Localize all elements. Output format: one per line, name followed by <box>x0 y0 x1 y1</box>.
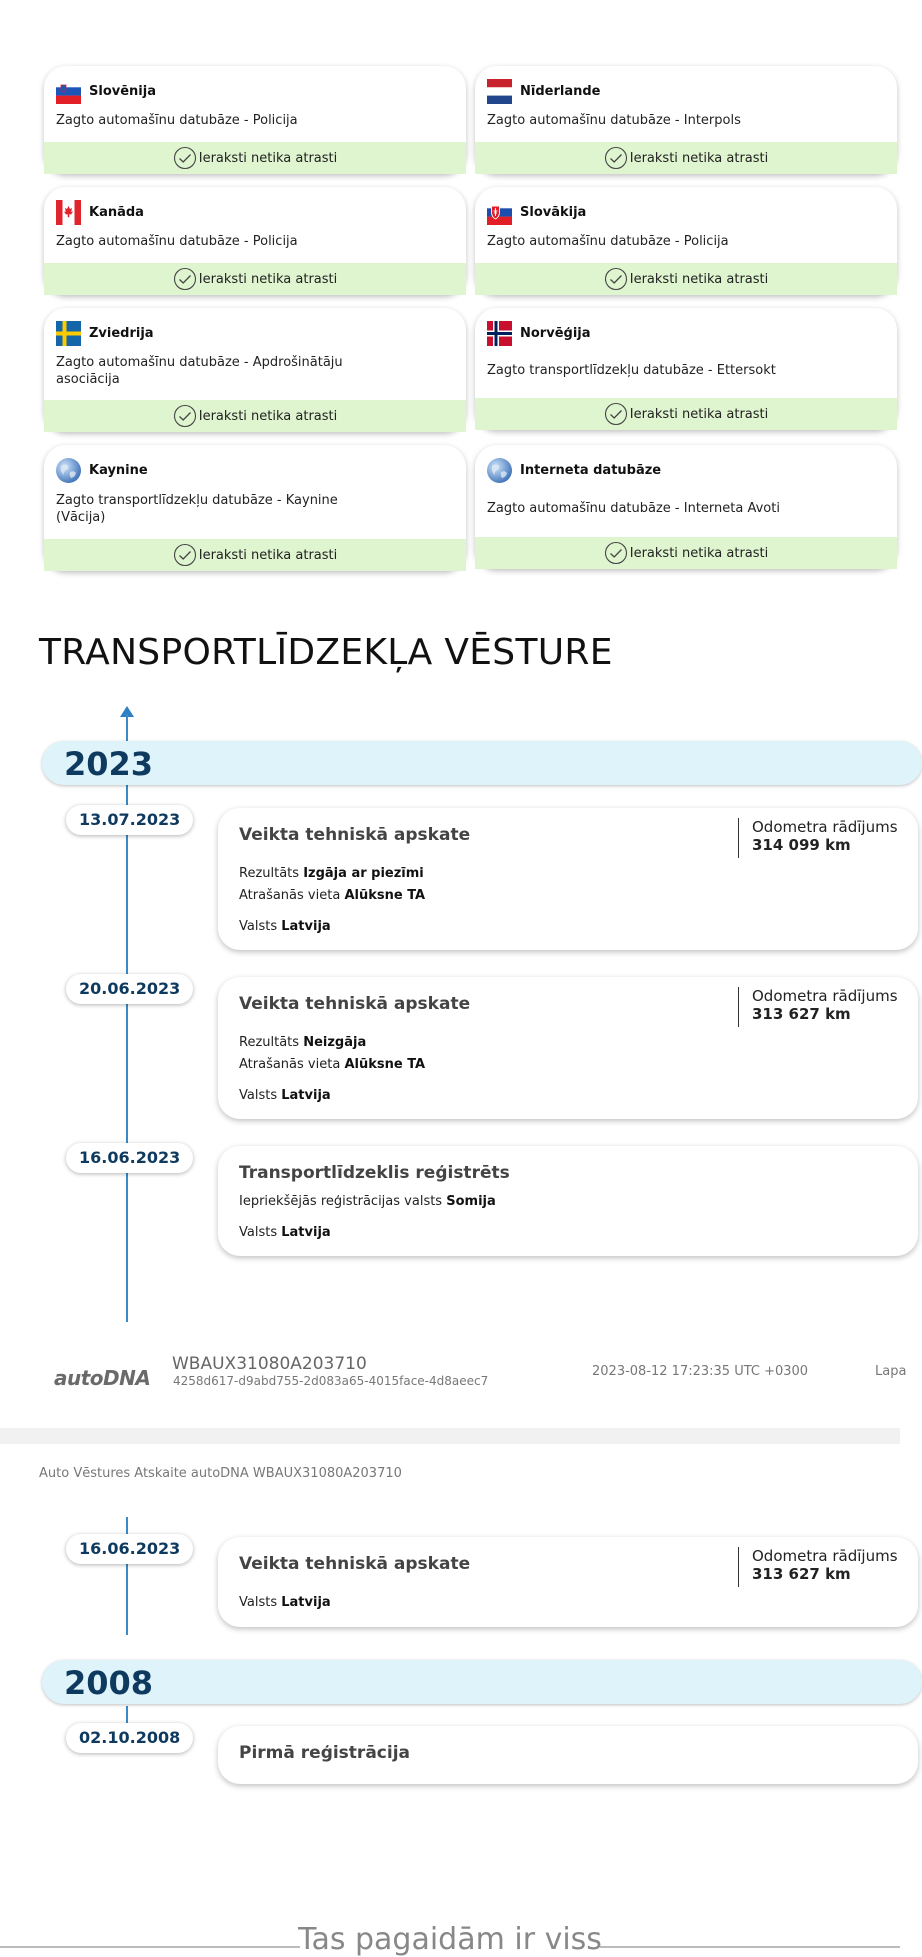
event-date: 16.06.2023 <box>66 1534 193 1564</box>
event-date: 02.10.2008 <box>66 1723 193 1753</box>
db-description: Zagto automašīnu datubāze - Policija <box>487 234 729 249</box>
footer-vin: WBAUX31080A203710 <box>172 1354 367 1374</box>
db-card <box>44 308 466 432</box>
event-result: Rezultāts Neizgāja <box>239 1035 367 1050</box>
slovenia-flag-icon <box>56 79 81 104</box>
status-text: Ieraksti netika atrasti <box>629 545 769 561</box>
footer-timestamp: 2023-08-12 17:23:35 UTC +0300 <box>592 1364 809 1379</box>
event-date: 13.07.2023 <box>66 805 193 835</box>
check-circle-icon <box>604 146 628 170</box>
card-head <box>56 78 156 104</box>
event-title: Veikta tehniskā apskate <box>239 1554 471 1574</box>
footer-hash: 4258d617-d9abd755-2d083a65-4015face-4d8aeec7 <box>173 1374 489 1388</box>
history-event-card <box>218 1537 918 1627</box>
country-name: Zviedrija <box>89 325 154 341</box>
db-card <box>44 445 466 571</box>
odometer-label: Odometra rādījums <box>752 1547 898 1565</box>
event-country: Valsts Latvija <box>239 1595 331 1610</box>
check-circle-icon <box>173 146 197 170</box>
check-circle-icon <box>604 402 628 426</box>
report-header: Auto Vēstures Atskaite autoDNA WBAUX31080A203710 <box>39 1466 402 1481</box>
odometer <box>738 987 898 1027</box>
db-description: Zagto transportlīdzekļu datubāze - Kaynine (Vācija) <box>56 493 338 525</box>
db-card <box>475 187 897 295</box>
norway-flag-icon <box>487 321 512 346</box>
event-date: 16.06.2023 <box>66 1143 193 1173</box>
status-text: Ieraksti netika atrasti <box>198 150 338 166</box>
footer-page-label: Lapa <box>875 1364 907 1379</box>
year-bar <box>42 1660 922 1704</box>
event-country: Valsts Latvija <box>239 1225 331 1240</box>
year-label: 2023 <box>64 745 154 783</box>
history-event-card <box>218 977 918 1119</box>
event-location: Atrašanās vieta Alūksne TA <box>239 1057 426 1072</box>
odometer-label: Odometra rādījums <box>752 987 898 1005</box>
db-description: Zagto transportlīdzekļu datubāze - Ettersokt <box>487 363 776 378</box>
history-title: TRANSPORTLĪDZEKĻA VĒSTURE <box>39 632 613 673</box>
status-text: Ieraksti netika atrasti <box>629 406 769 422</box>
event-title: Veikta tehniskā apskate <box>239 994 471 1014</box>
country-name: Slovākija <box>520 204 587 220</box>
netherlands-flag-icon <box>487 79 512 104</box>
db-status <box>44 263 466 295</box>
status-text: Ieraksti netika atrasti <box>198 271 338 287</box>
db-description: Zagto automašīnu datubāze - Policija <box>56 113 298 128</box>
card-head <box>487 457 661 483</box>
country-name: Norvēģija <box>520 325 591 341</box>
odometer <box>738 1547 898 1587</box>
history-event-card <box>218 1146 918 1256</box>
db-card <box>475 308 897 430</box>
odometer <box>738 818 898 858</box>
event-location: Atrašanās vieta Alūksne TA <box>239 888 426 903</box>
check-circle-icon <box>173 543 197 567</box>
card-head <box>487 320 591 346</box>
check-circle-icon <box>604 267 628 291</box>
end-of-report-text: Tas pagaidām ir viss <box>298 1922 602 1957</box>
status-text: Ieraksti netika atrasti <box>629 150 769 166</box>
db-status <box>475 142 897 174</box>
event-date: 20.06.2023 <box>66 974 193 1004</box>
canada-flag-icon <box>56 200 81 225</box>
db-status <box>475 263 897 295</box>
event-country: Valsts Latvija <box>239 919 331 934</box>
event-prev-country: Iepriekšējās reģistrācijas valsts Somija <box>239 1194 496 1209</box>
odometer-value: 313 627 km <box>752 1565 851 1583</box>
history-event-card <box>218 808 918 950</box>
country-name: Interneta datubāze <box>520 462 662 478</box>
db-card <box>44 187 466 295</box>
card-head <box>487 78 600 104</box>
year-bar <box>42 741 922 785</box>
db-status <box>475 537 897 569</box>
event-title: Veikta tehniskā apskate <box>239 825 471 845</box>
card-head <box>56 199 144 225</box>
event-title: Transportlīdzeklis reģistrēts <box>239 1163 510 1183</box>
db-status <box>44 539 466 571</box>
db-card <box>44 66 466 174</box>
db-status <box>475 398 897 430</box>
check-circle-icon <box>173 267 197 291</box>
country-name: Nīderlande <box>520 83 601 99</box>
db-status <box>44 142 466 174</box>
check-circle-icon <box>604 541 628 565</box>
status-text: Ieraksti netika atrasti <box>198 408 338 424</box>
db-description: Zagto automašīnu datubāze - Policija <box>56 234 298 249</box>
db-description: Zagto automašīnu datubāze - Apdrošinātāju asociācija <box>56 355 343 387</box>
year-label: 2008 <box>64 1664 154 1702</box>
check-circle-icon <box>173 404 197 428</box>
event-title: Pirmā reģistrācija <box>239 1743 410 1763</box>
globe-icon <box>487 458 512 483</box>
sweden-flag-icon <box>56 321 81 346</box>
card-head <box>487 199 586 225</box>
db-card <box>475 445 897 569</box>
autodna-logo: autoDNA <box>54 1366 151 1390</box>
country-name: Kaynine <box>89 462 148 478</box>
db-description: Zagto automašīnu datubāze - Interneta Avoti <box>487 501 780 516</box>
country-name: Slovēnija <box>89 83 156 99</box>
status-text: Ieraksti netika atrasti <box>629 271 769 287</box>
db-card <box>475 66 897 174</box>
page-separator <box>0 1428 900 1444</box>
globe-icon <box>56 458 81 483</box>
country-name: Kanāda <box>89 204 144 220</box>
status-text: Ieraksti netika atrasti <box>198 547 338 563</box>
slovakia-flag-icon <box>487 200 512 225</box>
event-result: Rezultāts Izgāja ar piezīmi <box>239 866 424 881</box>
db-status <box>44 400 466 432</box>
card-head <box>56 457 148 483</box>
card-head <box>56 320 154 346</box>
db-description: Zagto automašīnu datubāze - Interpols <box>487 113 741 128</box>
odometer-label: Odometra rādījums <box>752 818 898 836</box>
odometer-value: 314 099 km <box>752 836 851 854</box>
event-country: Valsts Latvija <box>239 1088 331 1103</box>
history-event-card <box>218 1726 918 1784</box>
odometer-value: 313 627 km <box>752 1005 851 1023</box>
